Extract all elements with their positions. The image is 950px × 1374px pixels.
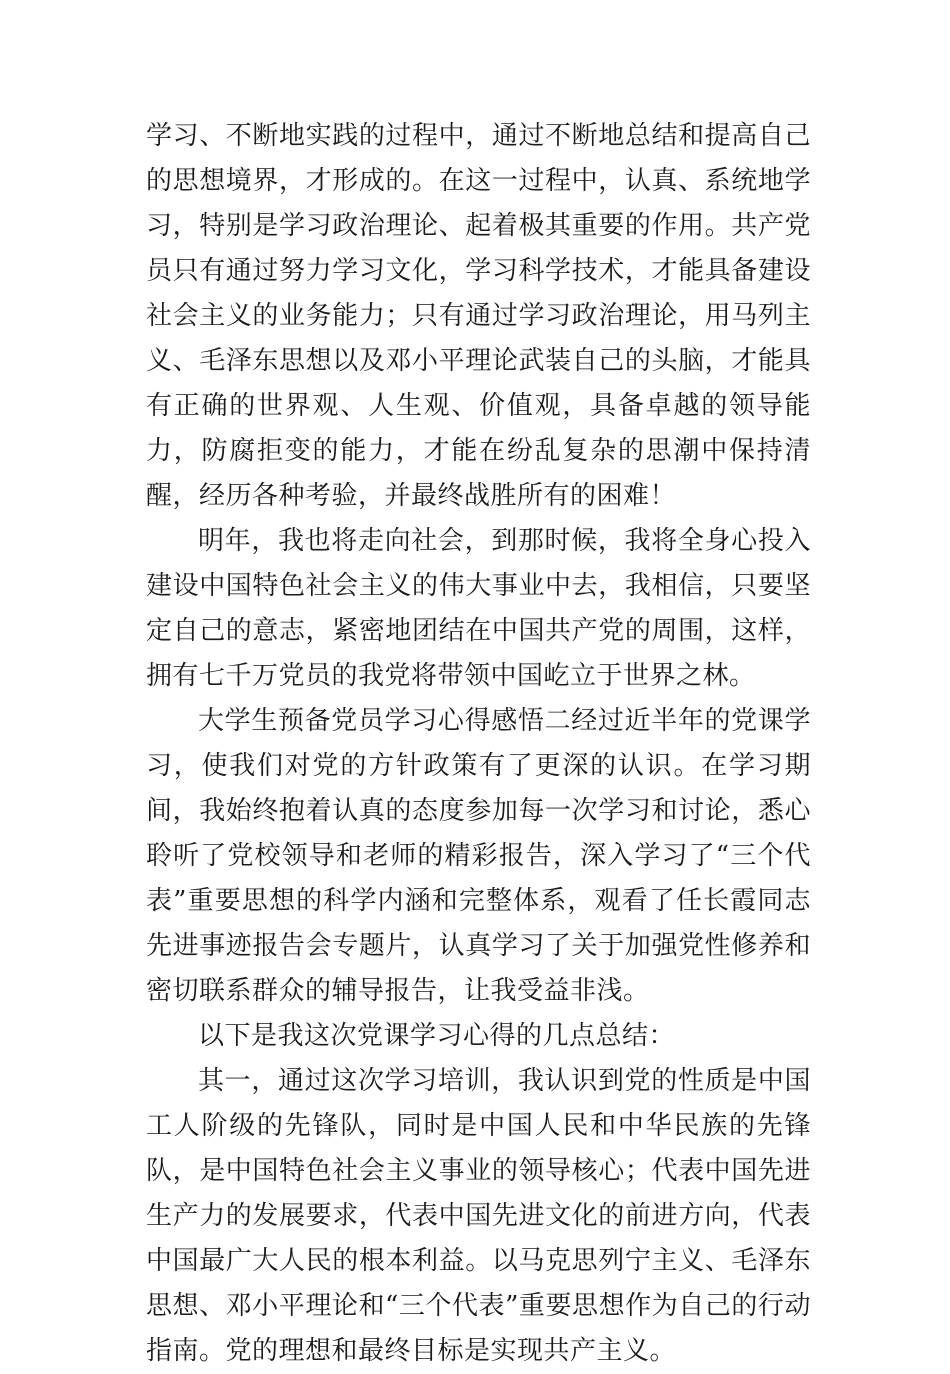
paragraph-1: 学习、不断地实践的过程中，通过不断地总结和提高自己的思想境界，才形成的。在这一过程中，认真、系统地学习，特别是学习政治理论、起着极其重要的作用。共产党员只有通过努力学习文化，学习科学技术，才能具备建设社会主义的业务能力；只有通过学习政治理论，用马列主义、毛泽东思想以及邓小平理论武装自己的头脑，才能具有正确的世界观、人生观、价值观，具备卓越的领导能力，防腐拒变的能力，才能在纷乱复杂的思潮中保持清醒，经历各种考验，并最终战胜所有的困难！ xyxy=(146,121,811,511)
document-body xyxy=(146,114,811,1374)
paragraph-5: 其一，通过这次学习培训，我认识到党的性质是中国工人阶级的先锋队，同时是中国人民和中华民族的先锋队，是中国特色社会主义事业的领导核心；代表中国先进生产力的发展要求，代表中国先进文化的前进方向，代表中国最广大人民的根本利益。以马克思列宁主义、毛泽东思想、邓小平理论和“三个代表”重要思想作为自己的行动指南。党的理想和最终目标是实现共产主义。 xyxy=(146,1066,811,1366)
paragraph-2: 明年，我也将走向社会，到那时候，我将全身心投入建设中国特色社会主义的伟大事业中去，我相信，只要坚定自己的意志，紧密地团结在中国共产党的周围，这样，拥有七千万党员的我党将带领中国屹立于世界之林。 xyxy=(146,526,811,691)
paragraph-4: 以下是我这次党课学习心得的几点总结： xyxy=(198,1021,676,1051)
paragraph-3: 大学生预备党员学习心得感悟二经过近半年的党课学习，使我们对党的方针政策有了更深的认识。在学习期间，我始终抱着认真的态度参加每一次学习和讨论，悉心聆听了党校领导和老师的精彩报告，深入学习了“三个代表”重要思想的科学内涵和完整体系，观看了任长霞同志先进事迹报告会专题片，认真学习了关于加强党性修养和密切联系群众的辅导报告，让我受益非浅。 xyxy=(146,706,811,1006)
